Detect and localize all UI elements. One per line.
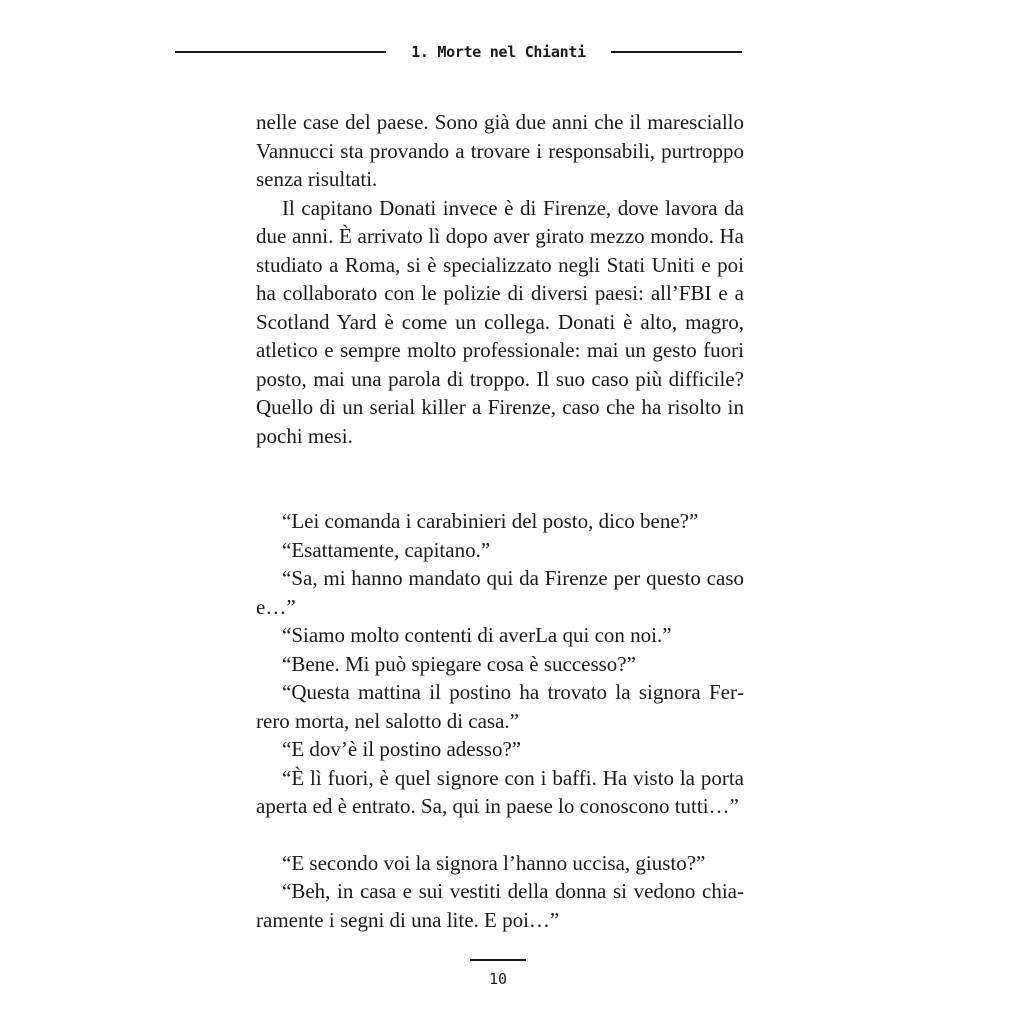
dialogue-line: “Questa mattina il postino ha trovato la signora Ferrero morta, nel salotto di casa.” <box>256 680 744 733</box>
page-number: 10 <box>488 970 508 988</box>
page-footer <box>470 959 526 989</box>
running-header <box>175 40 742 64</box>
dialogue-line: “Sa, mi hanno mandato qui da Firenze per questo caso e…” <box>256 566 744 619</box>
paragraph-gap <box>256 821 744 849</box>
footer-rule <box>470 959 526 961</box>
header-rule-left <box>175 51 386 53</box>
dialogue-line: “È lì fuori, è quel signore con i baffi. Ha visto la porta aperta ed è entrato. Sa, qui in paese lo conoscono tutti…” <box>256 765 744 818</box>
page-body <box>256 108 744 934</box>
dialogue-line: “Esattamente, capitano.” <box>282 537 491 562</box>
paragraph-donati: Il capitano Donati invece è di Firenze, dove lavora da due anni. È arrivato lì dopo aver girato mezzo mondo. Ha studiato a Roma, si è specializzato negli Stati Uniti e poi ha collaborato con le polizie di diversi paesi: all’FBI e a Scotland Yard è come un collega. Donati è alto, magro, atletico e sempre molto professionale: mai un gesto fuori posto, mai una parola di troppo. Il suo caso più difficile? Quello di un serial killer a Firenze, caso che ha risolto in pochi mesi. <box>256 195 744 448</box>
section-break <box>256 450 744 507</box>
paragraph-continuation: nelle case del paese. Sono già due anni che il maresciallo Vannucci sta provando a trovare i responsabili, purtroppo senza risultati. <box>256 110 744 191</box>
dialogue-line: “Beh, in casa e sui vestiti della donna si vedono chiaramente i segni di una lite. E poi…” <box>256 879 744 932</box>
dialogue-line: “Bene. Mi può spiegare cosa è successo?” <box>282 651 636 676</box>
dialogue-line: “Siamo molto contenti di averLa qui con noi.” <box>282 623 672 647</box>
dialogue-line: “Lei comanda i carabinieri del posto, dico bene?” <box>282 509 699 533</box>
dialogue-line: “E secondo voi la signora l’hanno uccisa, giusto?” <box>282 850 706 875</box>
running-title: 1. Morte nel Chianti <box>411 43 586 61</box>
header-rule-right <box>611 51 742 53</box>
dialogue-line: “E dov’è il postino adesso?” <box>282 737 522 761</box>
